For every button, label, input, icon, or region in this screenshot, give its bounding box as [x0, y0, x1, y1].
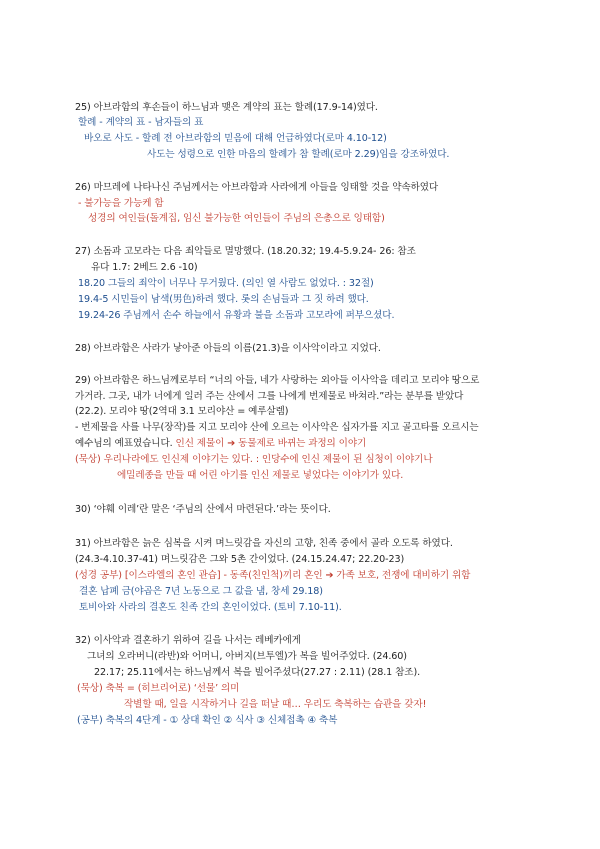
item-29-note-2 — [75, 437, 366, 451]
item-30-main: 30) ‘야훼 이레’란 말은 ‘주님의 산에서 마련된다.’라는 뜻이다. — [75, 504, 331, 515]
item-26-note-2: 성경의 여인들(돌계집, 임신 불가능한 여인들이 주님의 은총으로 잉태함) — [88, 213, 385, 224]
item-29-main-3: (22.2). 모리야 땅(2역대 3.1 모리야산 = 예루살렘) — [75, 406, 289, 417]
item-32-note-3: (공부) 축복의 4단계 - ① 상대 확인 ② 식사 ③ 신체접촉 ④ 축복 — [77, 715, 338, 726]
item-32-main: 32) 이사악과 결혼하기 위하여 길을 나서는 레베카에게 — [75, 635, 301, 646]
item-31-main-2: (24.3-4.10.37-41) 며느릿감은 그와 5촌 간이었다. (24.15.24.47; 22.20-23) — [75, 554, 405, 565]
item-32-main-3: 22.17; 25.11에서는 하느님께서 복을 빌어주셨다(27.27 : 2.11) (28.1 참조). — [94, 667, 421, 678]
item-31-note-1: (성경 공부) [이스라엘의 혼인 관습] - 동족(친인척)끼리 혼인 ➔ 가족 보호, 전쟁에 대비하기 위함 — [75, 570, 471, 581]
item-32-main-2: 그녀의 오라버니(라반)와 어머니, 아버지(브투엘)가 복을 빌어주었다. (24.60) — [87, 651, 407, 662]
item-29-note-3: (묵상) 우리나라에도 인신제 이야기는 있다. : 인당수에 인신 제물이 된 심청이 이야기나 — [75, 454, 433, 465]
item-27-main: 27) 소돔과 고모라는 다음 죄악들로 멸망했다. (18.20.32; 19.4-5.9.24- 26: 참조 — [75, 246, 416, 257]
item-31-note-2: 결혼 납폐 금(야곱은 7년 노동으로 그 값을 냄, 창세 29.18) — [79, 586, 323, 597]
item-32-note-2: 작별할 때, 일을 시작하거나 길을 떠날 때… 우리도 축복하는 습관을 갖자! — [124, 699, 427, 710]
item-28-main: 28) 아브라함은 사라가 낳아준 아들의 이름(21.3)을 이사악이라고 지었다. — [75, 343, 381, 354]
item-29-main-2: 가거라. 그곳, 내가 너에게 일러 주는 산에서 그를 나에게 번제물로 바쳐라.”라는 분부를 받았다 — [75, 391, 464, 402]
item-25-note-3: 사도는 성령으로 인한 마음의 할례가 참 할례(로마 2.29)임을 강조하였다. — [147, 149, 450, 160]
item-26-note-1: - 불가능을 가능케 함 — [78, 198, 164, 209]
item-32-note-1: (묵상) 축복 = (히브리어로) ‘선물’ 의미 — [77, 683, 240, 694]
item-25-main: 25) 아브라함의 후손들이 하느님과 맺은 계약의 표는 할례(17.9-14)였다. — [75, 102, 378, 113]
item-29-note-2a: 예수님의 예표였습니다. — [75, 438, 173, 449]
item-27-main-2: 유다 1.7: 2베드 2.6 -10) — [91, 262, 198, 273]
item-25-note-1: 할례 - 계약의 표 - 남자들의 표 — [78, 117, 204, 128]
item-27-note-3: 19.24-26 주님께서 손수 하늘에서 유황과 불을 소돔과 고모라에 퍼부으셨다. — [78, 310, 395, 321]
item-29-main: 29) 아브라함은 하느님께로부터 “너의 아들, 네가 사랑하는 외아들 이사악을 데리고 모리야 땅으로 — [75, 375, 480, 386]
item-31-note-3: 토비아와 사라의 결혼도 친족 간의 혼인이었다. (토비 7.10-11). — [79, 602, 342, 613]
item-26-main: 26) 마므레에 나타나신 주님께서는 아브라함과 사라에게 아들을 잉태할 것을 약속하였다 — [75, 182, 439, 193]
item-29-note-4: 에밀레종을 만들 때 어린 아기를 인신 제물로 넣었다는 이야기가 있다. — [117, 470, 404, 481]
item-31-main: 31) 아브라함은 늙은 심복을 시켜 며느릿감을 자신의 고향, 친족 중에서 골라 오도록 하였다. — [75, 538, 453, 549]
item-25-note-2: 바오로 사도 - 할례 전 아브라함의 믿음에 대해 언급하였다(로마 4.10-12) — [84, 133, 387, 144]
item-27-note-2: 19.4-5 시민들이 남색(男色)하려 했다. 롯의 손님들과 그 짓 하려 했다. — [78, 294, 369, 305]
item-29-note-2b: 인신 제물이 ➔ 동물제로 바뀌는 과정의 이야기 — [172, 438, 367, 449]
item-29-note-1: - 번제물을 사를 나무(장작)를 지고 모리야 산에 오르는 이사악은 십자가를 지고 골고타를 오르시는 — [75, 422, 479, 433]
item-27-note-1: 18.20 그들의 죄악이 너무나 무거웠다. (의인 열 사람도 없었다. : 32절) — [78, 278, 374, 289]
